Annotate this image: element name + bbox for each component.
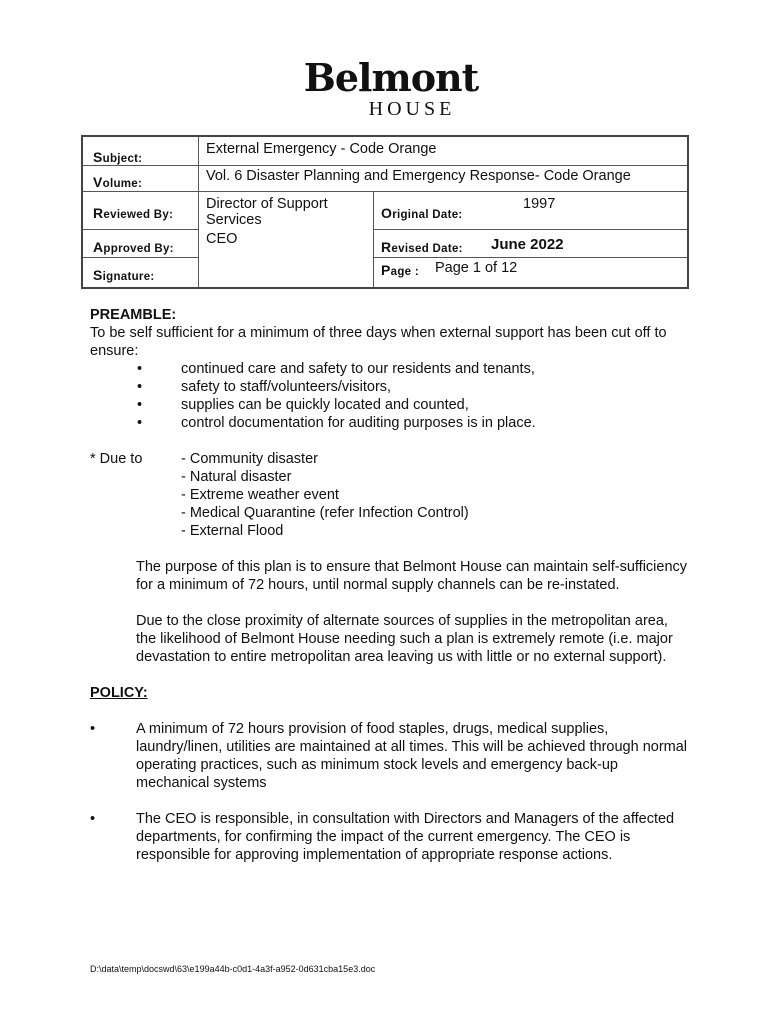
header-row-line-3 bbox=[83, 229, 198, 230]
document-body bbox=[90, 306, 690, 864]
due-to-item: - Extreme weather event bbox=[181, 487, 339, 503]
header-divider-2 bbox=[373, 191, 374, 287]
original-date-value: 1997 bbox=[523, 196, 556, 212]
approved-by-value: CEO bbox=[206, 231, 238, 247]
approved-by-label: Approved By: bbox=[93, 239, 174, 255]
bullet-marker: • bbox=[137, 397, 143, 413]
logo-belmont: Belmont bbox=[303, 55, 479, 100]
reviewed-by-label: Reviewed By: bbox=[93, 205, 174, 221]
policy-heading: POLICY: bbox=[90, 685, 148, 701]
due-to-item: - External Flood bbox=[181, 523, 284, 539]
policy-bullet: • The CEO is responsible, in consultation with Directors and Managers of the affected departments, for confirming the impact of the current emergency. The CEO is responsible for approving implementation of appropriate response actions. bbox=[90, 811, 675, 863]
header-row-line-4 bbox=[373, 229, 687, 230]
bullet-marker: • bbox=[90, 811, 96, 827]
preamble-heading: PREAMBLE: bbox=[90, 307, 177, 323]
due-to-item: - Natural disaster bbox=[181, 469, 292, 485]
reviewed-by-value: Director of Support Services bbox=[206, 196, 328, 228]
signature-label: Signature: bbox=[93, 267, 155, 283]
volume-value: Vol. 6 Disaster Planning and Emergency Response- Code Orange bbox=[206, 168, 631, 184]
header-row-line-5 bbox=[83, 257, 198, 258]
subject-value: External Emergency - Code Orange bbox=[206, 141, 437, 157]
subject-label: Subject: bbox=[93, 149, 143, 165]
proximity-paragraph: Due to the close proximity of alternate sources of supplies in the metropolitan area, the likelihood of Belmont House needing such a plan is extremely remote (i.e. major devastation to entire metropolitan area leaving us with little or no external support). bbox=[136, 613, 673, 665]
page-value: Page 1 of 12 bbox=[435, 260, 518, 276]
original-date-label: Original Date: bbox=[381, 205, 463, 221]
volume-label: Volume: bbox=[93, 174, 143, 190]
preamble-bullet: • safety to staff/volunteers/visitors, bbox=[137, 379, 392, 395]
due-to-item: - Community disaster bbox=[181, 451, 318, 467]
header-row-line-6 bbox=[373, 257, 687, 258]
policy-bullet: • A minimum of 72 hours provision of food staples, drugs, medical supplies, laundry/linen, utilities are maintained at all times. This will be achieved through normal operating practices, such as minimum stock levels and emergency back-up mechanical systems bbox=[90, 721, 688, 791]
due-to-section bbox=[90, 450, 690, 540]
preamble-bullet: • supplies can be quickly located and counted, bbox=[137, 397, 469, 413]
bullet-marker: • bbox=[137, 379, 143, 395]
preamble-bullet: • control documentation for auditing purposes is in place. bbox=[137, 415, 536, 431]
header-row-line-1 bbox=[83, 165, 687, 166]
revised-date-value: June 2022 bbox=[491, 236, 564, 253]
logo-house: HOUSE bbox=[368, 98, 456, 120]
page-label: Page : bbox=[381, 262, 419, 278]
preamble-bullet: • continued care and safety to our residents and tenants, bbox=[137, 361, 535, 377]
header-row-line-2 bbox=[83, 191, 687, 192]
purpose-paragraph: The purpose of this plan is to ensure that Belmont House can maintain self-sufficiency for a minimum of 72 hours, until normal supply channels can be re-instated. bbox=[136, 559, 688, 593]
bullet-marker: • bbox=[90, 721, 96, 737]
bullet-marker: • bbox=[137, 361, 143, 377]
header-divider-1 bbox=[198, 137, 199, 287]
preamble-intro: To be self sufficient for a minimum of three days when external support has been cut off to ensure: bbox=[90, 325, 667, 359]
file-path-footer: D:\data\temp\docswd\63\e199a44b-c0d1-4a3f-a952-0d631cba15e3.doc bbox=[90, 964, 376, 974]
belmont-house-logo bbox=[0, 55, 770, 120]
due-to-item: - Medical Quarantine (refer Infection Control) bbox=[181, 505, 469, 521]
bullet-marker: • bbox=[137, 415, 143, 431]
revised-date-label: Revised Date: bbox=[381, 239, 463, 255]
due-to-label: * Due to bbox=[90, 451, 143, 467]
document-header-table bbox=[81, 135, 689, 289]
